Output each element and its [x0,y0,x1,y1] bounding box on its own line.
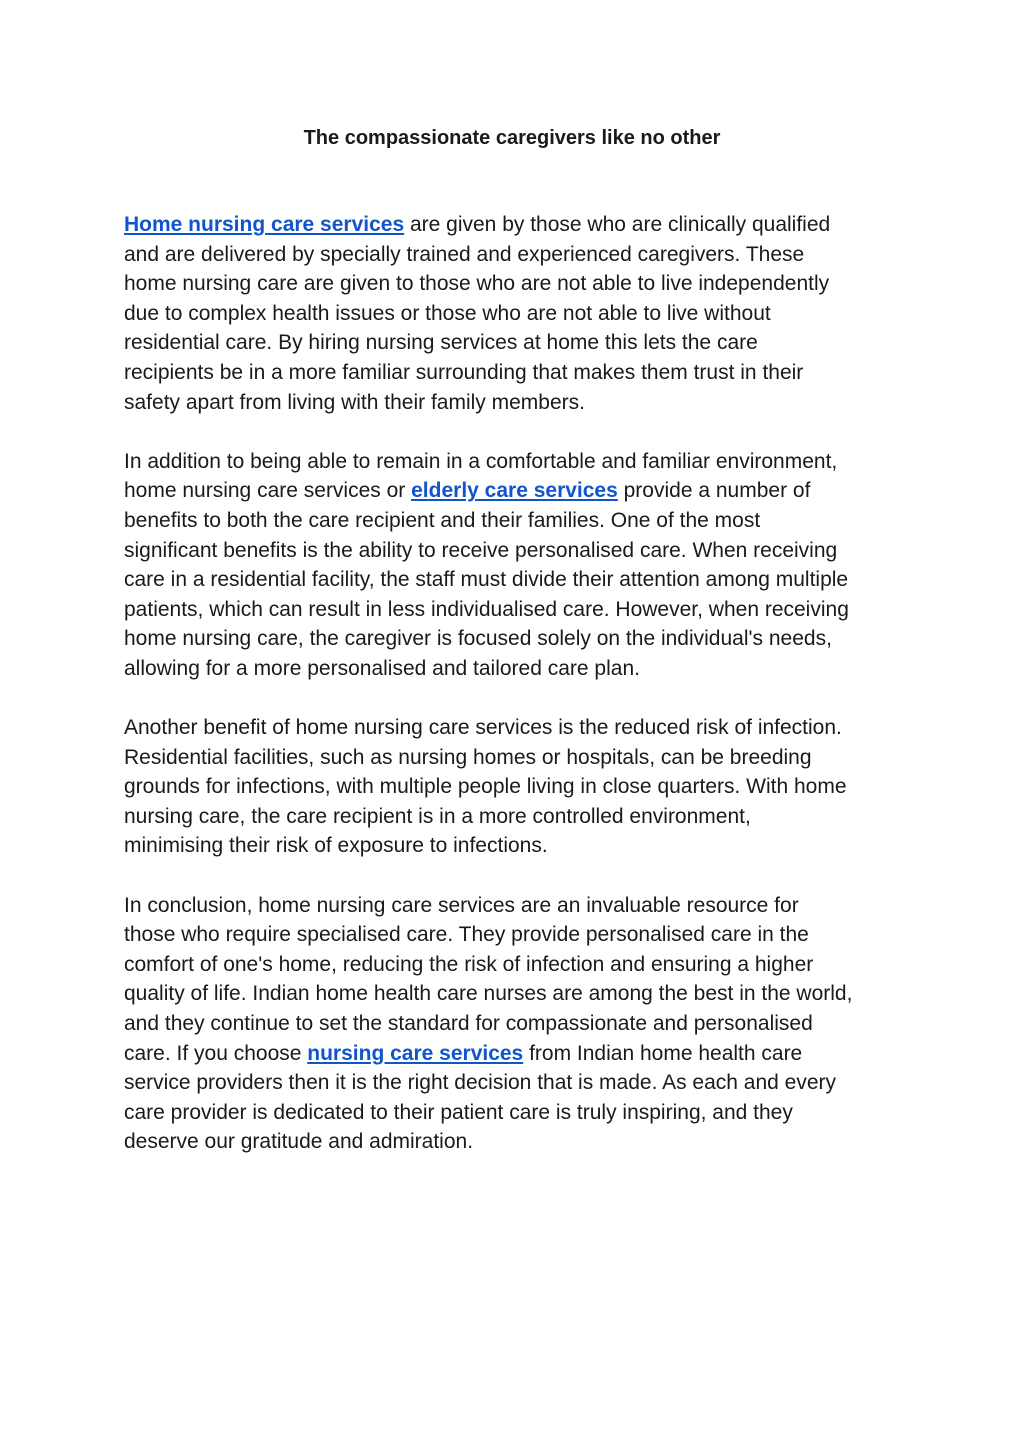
document-body [124,210,906,1187]
text-segment: care. If you choose [124,1041,308,1065]
text-segment: safety apart from living with their family members. [124,390,585,414]
text-line [124,299,906,329]
hyperlink[interactable]: nursing care services [307,1041,524,1065]
text-line [124,358,906,388]
text-line [124,802,906,832]
text-segment: from Indian home health care [523,1041,803,1065]
text-line [124,328,906,358]
text-segment: comfort of one's home, reducing the risk of infection and ensuring a higher [124,952,814,976]
text-segment: In addition to being able to remain in a comfortable and familiar environment, [124,449,838,473]
text-line [124,476,906,506]
text-line [124,1127,906,1157]
text-line [124,654,906,684]
paragraph-4 [124,891,906,1157]
text-line [124,506,906,536]
text-segment: are given by those who are clinically qualified [404,213,831,236]
text-segment: home nursing care services or [124,479,412,503]
text-segment: quality of life. Indian home health care nurses are among the best in the world, [124,982,853,1006]
text-segment: Another benefit of home nursing care services is the reduced risk of infection. [124,716,842,740]
text-line [124,950,906,980]
paragraph-2 [124,447,906,684]
text-segment: care provider is dedicated to their patient care is truly inspiring, and they [124,1100,793,1124]
text-line [124,1009,906,1039]
text-line [124,565,906,595]
text-segment: provide a number of [617,479,811,503]
text-segment: due to complex health issues or those who are not able to live without [124,301,771,325]
text-line [124,713,906,743]
text-segment: residential care. By hiring nursing services at home this lets the care [124,331,758,355]
text-segment: recipients be in a more familiar surrounding that makes them trust in their [124,360,804,384]
text-line [124,891,906,921]
text-segment: service providers then it is the right decision that is made. As each and every [124,1071,837,1095]
text-line [124,595,906,625]
text-segment: grounds for infections, with multiple people living in close quarters. With home [124,775,847,799]
text-line [124,1098,906,1128]
text-segment: allowing for a more personalised and tailored care plan. [124,656,640,680]
text-segment: patients, which can result in less individualised care. However, when receiving [124,597,849,621]
text-line [124,979,906,1009]
text-segment: Residential facilities, such as nursing homes or hospitals, can be breeding [124,745,812,769]
text-segment: and they continue to set the standard for compassionate and personalised [124,1012,813,1036]
text-segment: significant benefits is the ability to receive personalised care. When receiving [124,538,838,562]
text-segment: minimising their risk of exposure to infections. [124,834,548,858]
text-line [124,920,906,950]
hyperlink[interactable]: Home nursing care services [124,213,405,236]
text-line [124,831,906,861]
text-segment: and are delivered by specially trained and experienced caregivers. These [124,242,805,266]
text-line [124,210,906,240]
text-segment: In conclusion, home nursing care services are an invaluable resource for [124,893,799,917]
text-line [124,447,906,477]
text-line [124,772,906,802]
document-title: The compassionate caregivers like no other [303,127,721,149]
hyperlink[interactable]: elderly care services [411,479,618,503]
text-line [124,536,906,566]
text-segment: those who require specialised care. They provide personalised care in the [124,923,809,947]
text-segment: care in a residential facility, the staff must divide their attention among multiple [124,568,849,592]
text-line [124,1039,906,1069]
text-line [124,388,906,418]
text-line [124,269,906,299]
text-segment: home nursing care, the caregiver is focused solely on the individual's needs, [124,627,832,651]
text-line [124,1068,906,1098]
text-segment: deserve our gratitude and admiration. [124,1130,474,1154]
text-segment: nursing care, the care recipient is in a more controlled environment, [124,804,751,828]
text-segment: benefits to both the care recipient and their families. One of the most [124,508,761,532]
paragraph-1 [124,210,906,417]
text-line [124,743,906,773]
paragraph-3 [124,713,906,861]
text-segment: home nursing care are given to those who are not able to live independently [124,272,830,296]
text-line [124,240,906,270]
text-line [124,624,906,654]
